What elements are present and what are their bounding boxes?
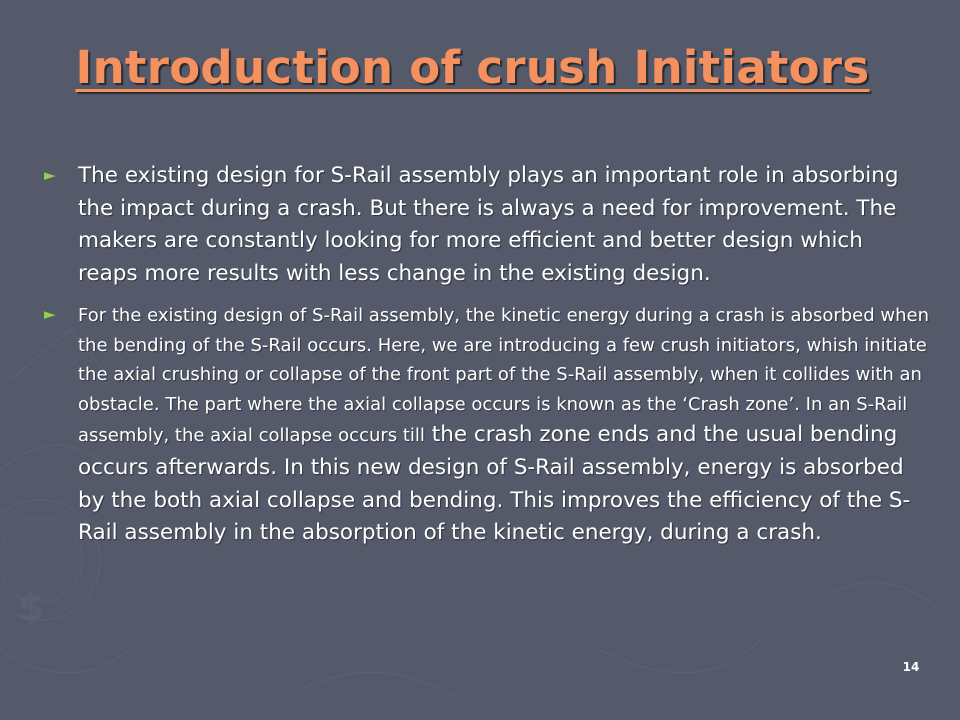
- triangle-right-icon: ►: [44, 305, 56, 324]
- bullet-text: The existing design for S-Rail assembly plays an important role in absorbing the impact during a crash. But there is always a need for improvement. The makers are constantly looking for more efficient and better design which reaps more results with less change in the existing design.: [78, 163, 899, 286]
- slide-title: Introduction of crush Initiators: [75, 41, 870, 94]
- bullet-text-small: For the existing design of S-Rail assembly, the kinetic energy during a crash is absorbed when the bending of the S-Rail occurs. Here, we are introducing a few crush initiators, whish initiate the axial crushing or collapse of the front part of the S-Rail assembly, when it collides with an obstacle. The part where the axial collapse occurs is known as the ‘Crash zone’. In an S-Rail assembly, the axial collapse occurs till: [78, 305, 929, 447]
- bullet-text: [78, 301, 929, 549]
- page-number: 14: [902, 660, 920, 674]
- bullet-text-large: the crash zone ends and the usual bending occurs afterwards. In this new design of S-Rail assembly, energy is absorbed by the both axial collapse and bending. This improves the efficiency of the S-Rail assembly in the absorption of the kinetic energy, during a crash.: [78, 422, 911, 546]
- list-item: [44, 301, 929, 549]
- bullet-list: [44, 160, 929, 550]
- list-item: [44, 160, 929, 290]
- svg-text:$: $: [18, 585, 45, 629]
- triangle-right-icon: ►: [44, 166, 56, 184]
